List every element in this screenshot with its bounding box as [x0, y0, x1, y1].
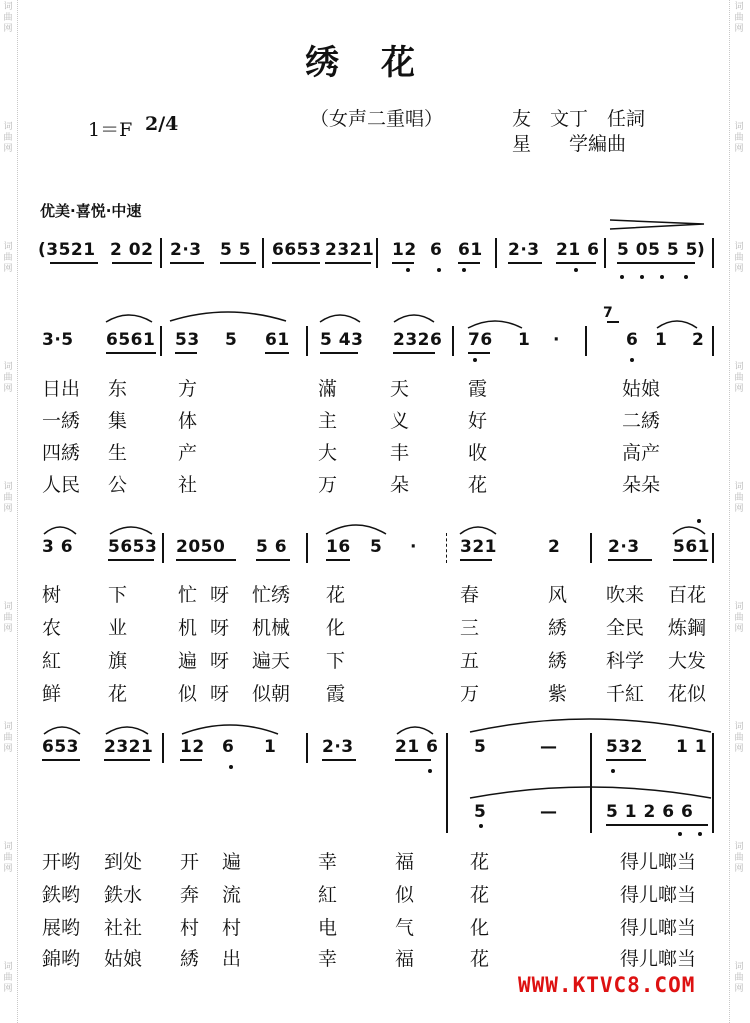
watermark-text: 词曲网 — [3, 962, 13, 994]
beam-underline — [50, 262, 98, 264]
note-group: 6561 — [106, 330, 156, 350]
lyric: 公 — [108, 474, 128, 496]
note-group: — — [540, 737, 558, 757]
bar-line — [495, 238, 497, 268]
note-group: 1 — [518, 330, 531, 350]
lyric: 万 — [460, 683, 480, 705]
note-group: 76 — [468, 330, 493, 350]
low-octave-dot — [660, 275, 664, 279]
low-octave-dot — [428, 769, 432, 773]
lyric: 丰 — [390, 442, 410, 464]
lyric: 业 — [108, 617, 128, 639]
note-group: 6653 — [272, 240, 322, 260]
bar-line — [712, 326, 714, 356]
lyric: 朵朵 — [622, 474, 661, 496]
lyric: 社社 — [104, 917, 143, 939]
low-octave-dot — [437, 268, 441, 272]
lyric: 好 — [468, 410, 488, 432]
watermark-text: 词曲网 — [734, 602, 744, 634]
lyric: 呀 — [210, 617, 230, 639]
watermark-text: 词曲网 — [734, 482, 744, 514]
watermark-text: 词曲网 — [3, 722, 13, 754]
lyric: 得儿啷当 — [620, 884, 697, 906]
watermark-text: 词曲网 — [3, 482, 13, 514]
beam-underline — [458, 262, 480, 264]
lyric: 忙绣 — [252, 584, 291, 606]
lyric: 遍 — [222, 851, 242, 873]
lyric: 收 — [468, 442, 488, 464]
bar-line — [585, 326, 587, 356]
note-group: · — [410, 537, 417, 557]
note-group: 21 6 — [556, 240, 600, 260]
bar-line — [452, 326, 454, 356]
note-group: 6 — [430, 240, 443, 260]
lyric: 花 — [470, 851, 490, 873]
lyric: 紅 — [42, 650, 62, 672]
beam-underline — [617, 262, 695, 264]
bar-line — [590, 733, 592, 833]
bar-line — [446, 733, 448, 833]
lyric: 花 — [470, 948, 490, 970]
note-group: 5 — [474, 737, 487, 757]
lyric: 机械 — [252, 617, 291, 639]
note-group: 1 — [655, 330, 668, 350]
low-octave-dot — [406, 268, 410, 272]
note-group: 3 6 — [42, 537, 74, 557]
lyric: 东 — [108, 378, 128, 400]
lyric: 福 — [395, 948, 415, 970]
beam-underline — [104, 759, 150, 761]
left-margin-line — [17, 0, 18, 1023]
watermark-text: 词曲网 — [3, 2, 13, 34]
lyric: 呀 — [210, 683, 230, 705]
lyric: 似 — [178, 683, 198, 705]
lyric: 鲜 — [42, 683, 62, 705]
beam-underline — [606, 759, 646, 761]
note-group: 653 — [42, 737, 79, 757]
composer-credit: 星 学編曲 — [512, 133, 627, 155]
lyric: 集 — [108, 410, 128, 432]
note-group: 2326 — [393, 330, 443, 350]
slur — [671, 522, 707, 536]
beam-underline — [180, 759, 202, 761]
beam-underline — [272, 262, 320, 264]
note-group: 5 — [474, 802, 487, 822]
watermark-text: 词曲网 — [3, 842, 13, 874]
lyric: 朵 — [390, 474, 410, 496]
bar-line — [446, 533, 447, 563]
note-group: 561 — [673, 537, 710, 557]
lyric: 日出 — [42, 378, 81, 400]
beam-underline — [606, 824, 708, 826]
lyric: 化 — [470, 917, 490, 939]
lyric: 风 — [548, 584, 568, 606]
note-group: 6 — [222, 737, 235, 757]
lyric: 吹来 — [606, 584, 645, 606]
note-group: 6 — [626, 330, 639, 350]
note-group: 2·3 — [322, 737, 354, 757]
lyric: 紅 — [318, 884, 338, 906]
slur — [655, 316, 699, 330]
beam-underline — [170, 262, 204, 264]
beam-underline — [395, 759, 431, 761]
note-group: 5 1 2 6 6 — [606, 802, 694, 822]
bar-line — [162, 733, 164, 763]
slur — [458, 522, 498, 536]
lyric: 全民 — [606, 617, 645, 639]
note-group: 2 — [692, 330, 705, 350]
grace-underline — [607, 321, 619, 323]
note-group: · — [553, 330, 560, 350]
note-group: 21 6 — [395, 737, 439, 757]
note-group: 2·3 — [170, 240, 202, 260]
watermark-text: 词曲网 — [734, 122, 744, 154]
low-octave-dot — [640, 275, 644, 279]
lyric: 鉄水 — [104, 884, 143, 906]
beam-underline — [556, 262, 596, 264]
lyric: 花 — [468, 474, 488, 496]
lyric: 科学 — [606, 650, 645, 672]
slur — [180, 720, 280, 736]
low-octave-dot — [479, 824, 483, 828]
slur — [395, 722, 435, 736]
beam-underline — [176, 559, 236, 561]
lyric: 人民 — [42, 474, 81, 496]
lyric: 綉 — [548, 650, 568, 672]
note-group: 5653 — [108, 537, 158, 557]
beam-underline — [320, 352, 358, 354]
lyric: 展哟 — [42, 917, 81, 939]
note-group: 2050 — [176, 537, 226, 557]
lyric: 方 — [178, 378, 198, 400]
low-octave-dot — [574, 268, 578, 272]
lyric: 霞 — [326, 683, 346, 705]
beam-underline — [608, 559, 652, 561]
lyric: 化 — [326, 617, 346, 639]
note-group: 2·3 — [608, 537, 640, 557]
low-octave-dot — [620, 275, 624, 279]
lyric: 花 — [470, 884, 490, 906]
low-octave-dot — [678, 832, 682, 836]
lyric: 花 — [326, 584, 346, 606]
bar-line — [262, 238, 264, 268]
watermark-text: 词曲网 — [734, 2, 744, 34]
lyric: 忙 — [178, 584, 198, 606]
beam-underline — [106, 352, 156, 354]
lyric: 开哟 — [42, 851, 81, 873]
lyric: 霞 — [468, 378, 488, 400]
note-group: 5 05 5 5 — [617, 240, 698, 260]
lyric: 农 — [42, 617, 62, 639]
beam-underline — [326, 559, 350, 561]
beam-underline — [322, 759, 356, 761]
note-group: 16 — [326, 537, 351, 557]
slur — [466, 316, 524, 330]
bar-line — [712, 533, 714, 563]
beam-underline — [112, 262, 152, 264]
note-group: 5 — [370, 537, 383, 557]
bar-line — [306, 733, 308, 763]
watermark-text: 词曲网 — [3, 602, 13, 634]
lyric: 花 — [108, 683, 128, 705]
lyric: 下 — [326, 650, 346, 672]
lyric: 幸 — [318, 948, 338, 970]
note-group: 2·3 — [508, 240, 540, 260]
lyric: 鉄哟 — [42, 884, 81, 906]
slur — [318, 310, 362, 324]
bar-line — [590, 533, 592, 563]
lyric: 遍天 — [252, 650, 291, 672]
key-signature: 1＝F — [88, 119, 133, 141]
lyric: 生 — [108, 442, 128, 464]
beam-underline — [42, 759, 80, 761]
lyric: 千紅 — [606, 683, 645, 705]
watermark-text: 词曲网 — [3, 122, 13, 154]
lyric: 二綉 — [622, 410, 661, 432]
watermark-url: WWW.KTVC8.COM — [518, 973, 696, 997]
note-group: ) — [697, 240, 706, 260]
bar-line — [162, 533, 164, 563]
lyric: 气 — [395, 917, 415, 939]
watermark-text: 词曲网 — [734, 962, 744, 994]
slur — [324, 520, 388, 536]
bar-line — [376, 238, 378, 268]
lyric: 五 — [460, 650, 480, 672]
lyric: 义 — [390, 410, 410, 432]
beam-underline — [393, 352, 435, 354]
beam-underline — [265, 352, 289, 354]
watermark-text: 词曲网 — [734, 842, 744, 874]
lyric: 春 — [460, 584, 480, 606]
lyric: 万 — [318, 474, 338, 496]
lyric: 四綉 — [42, 442, 81, 464]
grace-note: 7 — [603, 305, 614, 321]
lyric: 姑娘 — [622, 378, 661, 400]
note-group: 2 02 — [110, 240, 154, 260]
watermark-text: 词曲网 — [3, 242, 13, 274]
note-group: 53 — [175, 330, 200, 350]
watermark-text: 词曲网 — [734, 242, 744, 274]
lyric: 炼鋼 — [668, 617, 707, 639]
lyric: 主 — [318, 410, 338, 432]
lyric: 出 — [222, 948, 242, 970]
lyric: 得儿啷当 — [620, 851, 697, 873]
lyric: 体 — [178, 410, 198, 432]
slur — [108, 522, 154, 536]
slur — [104, 722, 150, 736]
lyric: 奔 — [180, 884, 200, 906]
note-group: 2321 — [325, 240, 375, 260]
note-group: 61 — [265, 330, 290, 350]
note-group: 61 — [458, 240, 483, 260]
bar-line — [160, 238, 162, 268]
slur — [168, 307, 288, 323]
slur — [42, 522, 78, 536]
low-octave-dot — [630, 358, 634, 362]
lyric: 綉 — [548, 617, 568, 639]
song-title: 绣 花 — [305, 43, 419, 83]
lyric: 村 — [180, 917, 200, 939]
lyric: 下 — [108, 584, 128, 606]
beam-underline — [108, 559, 154, 561]
note-group: 12 — [392, 240, 417, 260]
slur — [104, 310, 154, 324]
note-group: 1 — [264, 737, 277, 757]
note-group: 5 — [225, 330, 238, 350]
lyric: 大 — [318, 442, 338, 464]
beam-underline — [468, 352, 490, 354]
lyric: 呀 — [210, 584, 230, 606]
beam-underline — [220, 262, 256, 264]
slur — [42, 722, 82, 736]
lyric: 遍 — [178, 650, 198, 672]
lyric: 姑娘 — [104, 948, 143, 970]
lyric: 树 — [42, 584, 62, 606]
lyric: 錦哟 — [42, 948, 81, 970]
watermark-text: 词曲网 — [734, 722, 744, 754]
lyric: 高产 — [622, 442, 661, 464]
lyric: 得儿啷当 — [620, 948, 697, 970]
lyric: 似 — [395, 884, 415, 906]
lyric: 到处 — [104, 851, 143, 873]
lyric: 村 — [222, 917, 242, 939]
lyric: 百花 — [668, 584, 707, 606]
beam-underline — [175, 352, 197, 354]
right-margin-line — [729, 0, 730, 1023]
time-signature: 2/4 — [145, 113, 179, 135]
low-octave-dot — [462, 268, 466, 272]
low-octave-dot — [611, 769, 615, 773]
note-group: 12 — [180, 737, 205, 757]
beam-underline — [508, 262, 542, 264]
bar-line — [306, 326, 308, 356]
lyric: 产 — [178, 442, 198, 464]
lyricist-credit: 友 文丁 任詞 — [512, 108, 646, 130]
lyric: 社 — [178, 474, 198, 496]
note-group: 5 6 — [256, 537, 288, 557]
note-group: 2 — [548, 537, 561, 557]
beam-underline — [256, 559, 290, 561]
final-bar-line — [712, 238, 714, 268]
lyric: 紫 — [548, 683, 568, 705]
lyric: 天 — [390, 378, 410, 400]
beam-underline — [460, 559, 492, 561]
slur — [392, 310, 436, 324]
lyric: 綉 — [180, 948, 200, 970]
note-group: 2321 — [104, 737, 154, 757]
watermark-text: 词曲网 — [3, 362, 13, 394]
bar-line — [712, 733, 714, 833]
lyric: 机 — [178, 617, 198, 639]
note-group: 3·5 — [42, 330, 74, 350]
lyric: 滿 — [318, 378, 338, 400]
lyric: 大发 — [668, 650, 707, 672]
note-group: (3521 — [38, 240, 96, 260]
note-group: 5 5 — [220, 240, 252, 260]
accent-mark — [608, 218, 708, 232]
high-octave-dot — [697, 519, 701, 523]
tempo-marking: 优美·喜悦·中速 — [40, 202, 142, 220]
low-octave-dot — [473, 358, 477, 362]
low-octave-dot — [229, 765, 233, 769]
beam-underline — [392, 262, 414, 264]
note-group: 321 — [460, 537, 497, 557]
lyric: 花似 — [668, 683, 707, 705]
lyric: 得儿啷当 — [620, 917, 697, 939]
lyric: 三 — [460, 617, 480, 639]
bar-line — [160, 326, 162, 356]
lyric: 一綉 — [42, 410, 81, 432]
beam-underline — [325, 262, 371, 264]
bar-line — [306, 533, 308, 563]
subtitle: （女声二重唱） — [310, 108, 444, 130]
lyric: 流 — [222, 884, 242, 906]
bar-line — [604, 238, 606, 268]
note-group: — — [540, 802, 558, 822]
lyric: 福 — [395, 851, 415, 873]
note-group: 532 — [606, 737, 643, 757]
note-group: 5 43 — [320, 330, 364, 350]
watermark-text: 词曲网 — [734, 362, 744, 394]
lyric: 呀 — [210, 650, 230, 672]
lyric: 电 — [318, 917, 338, 939]
lyric: 似朝 — [252, 683, 291, 705]
low-octave-dot — [698, 832, 702, 836]
low-octave-dot — [684, 275, 688, 279]
lyric: 开 — [180, 851, 200, 873]
lyric: 幸 — [318, 851, 338, 873]
note-group: 1 1 — [676, 737, 708, 757]
lyric: 旗 — [108, 650, 128, 672]
beam-underline — [673, 559, 707, 561]
